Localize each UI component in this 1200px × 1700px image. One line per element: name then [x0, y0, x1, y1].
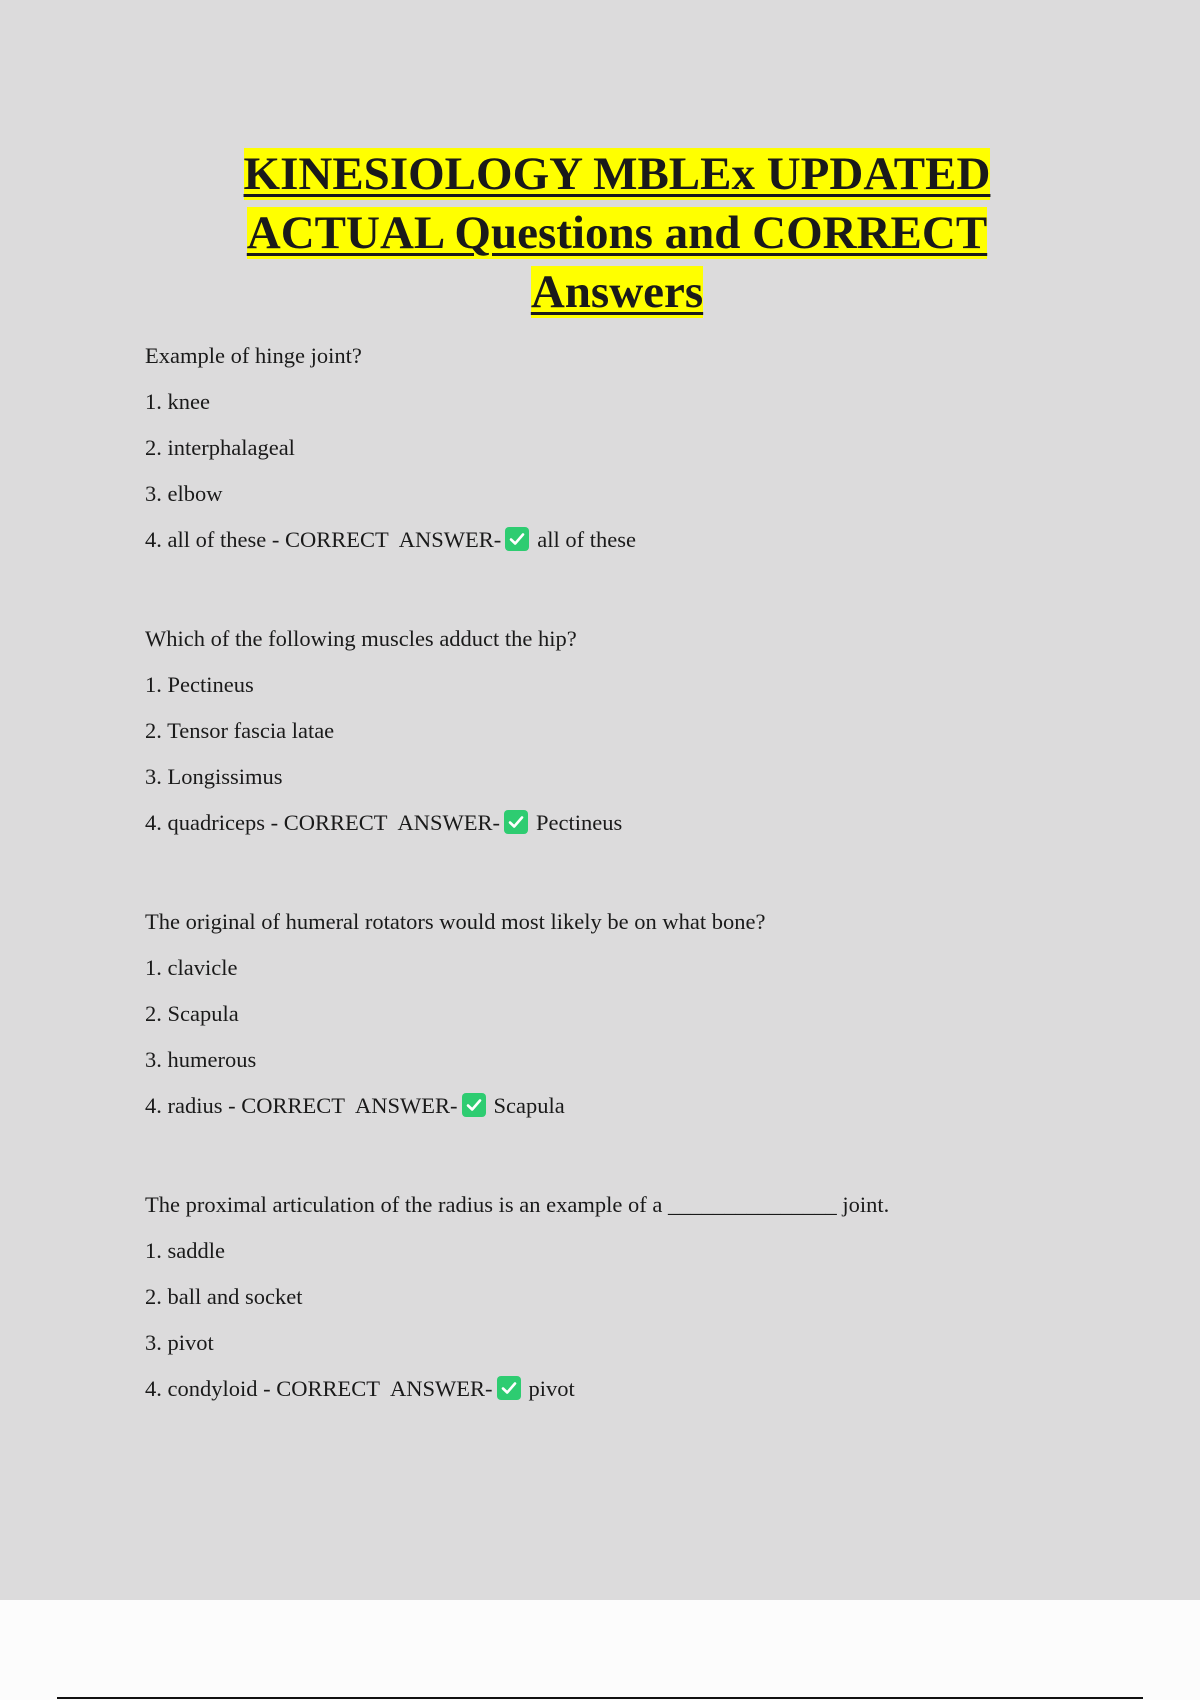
answer-label: ANSWER-	[390, 1376, 493, 1401]
question-block-2	[145, 619, 1145, 902]
correct-answer: Pectineus	[535, 810, 623, 835]
option-2: 2. Tensor fascia latae	[145, 718, 335, 743]
check-mark-icon	[505, 527, 529, 551]
question-text: Example of hinge joint?	[145, 343, 362, 368]
option-2: 2. Scapula	[145, 1001, 239, 1026]
question-text: Which of the following muscles adduct the hip?	[145, 626, 577, 651]
option-1: 1. Pectineus	[145, 672, 254, 697]
title-line-1: KINESIOLOGY MBLEx UPDATED	[243, 148, 991, 200]
correct-answer: all of these	[537, 527, 636, 552]
option-2: 2. ball and socket	[145, 1284, 303, 1309]
next-page-strip	[0, 1600, 1200, 1700]
option-3: 3. elbow	[145, 481, 223, 506]
option-1: 1. clavicle	[145, 955, 238, 980]
correct-answer: pivot	[528, 1376, 575, 1401]
page-divider-line	[57, 1697, 1143, 1699]
correct-answer: Scapula	[493, 1093, 565, 1118]
option-2: 2. interphalageal	[145, 435, 295, 460]
option-1: 1. knee	[145, 389, 210, 414]
option-4: 4. radius - CORRECT	[145, 1093, 345, 1118]
check-mark-icon	[462, 1093, 486, 1117]
question-block-4	[145, 1185, 1145, 1468]
option-3: 3. humerous	[145, 1047, 257, 1072]
option-4-with-answer	[145, 1369, 1145, 1416]
check-mark-icon	[504, 810, 528, 834]
check-mark-icon	[497, 1376, 521, 1400]
option-3: 3. Longissimus	[145, 764, 283, 789]
question-text: The original of humeral rotators would most likely be on what bone?	[145, 909, 766, 934]
question-text: The proximal articulation of the radius is an example of a _______________ joint.	[145, 1192, 890, 1217]
answer-label: ANSWER-	[397, 810, 500, 835]
title-line-3: Answers	[530, 266, 704, 318]
option-4-with-answer	[145, 1086, 1145, 1133]
question-list	[145, 336, 1145, 1468]
option-4: 4. all of these - CORRECT	[145, 527, 389, 552]
option-4-with-answer	[145, 520, 1145, 567]
option-3: 3. pivot	[145, 1330, 214, 1355]
option-4: 4. quadriceps - CORRECT	[145, 810, 388, 835]
option-4: 4. condyloid - CORRECT	[145, 1376, 380, 1401]
answer-label: ANSWER-	[355, 1093, 458, 1118]
option-4-with-answer	[145, 803, 1145, 850]
question-block-3	[145, 902, 1145, 1185]
answer-label: ANSWER-	[398, 527, 502, 552]
option-1: 1. saddle	[145, 1238, 225, 1263]
question-block-1	[145, 336, 1145, 619]
title-line-2: ACTUAL Questions and CORRECT	[246, 207, 988, 259]
document-title	[0, 145, 1200, 322]
